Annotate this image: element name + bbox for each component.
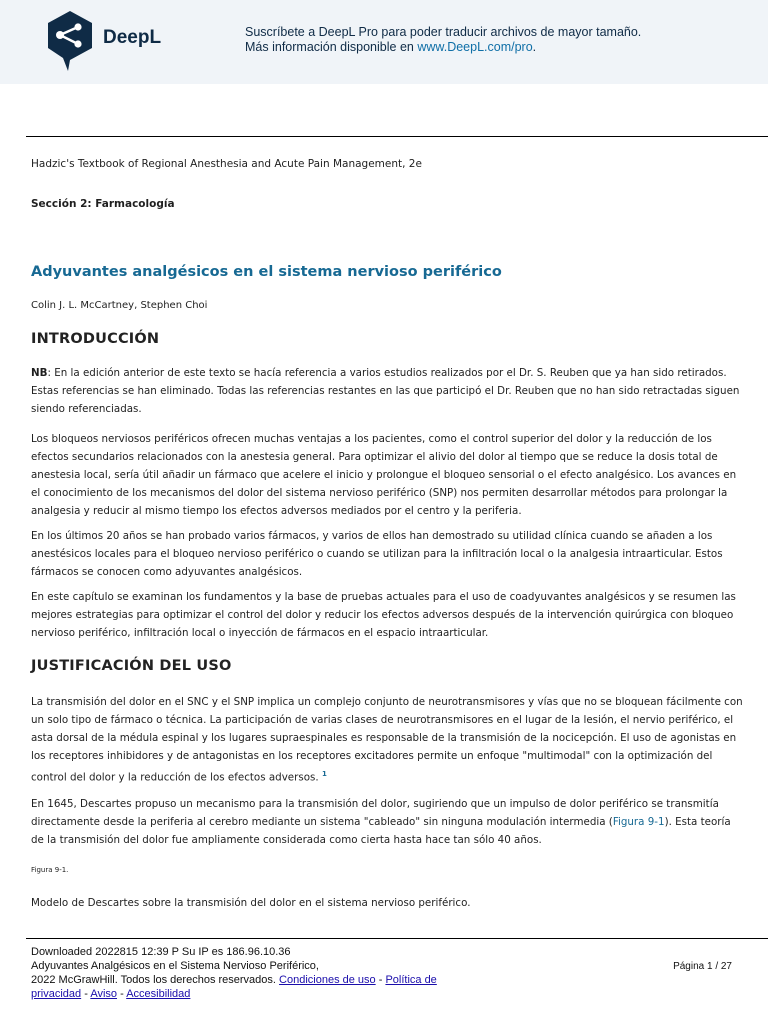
footer-links-line: [31, 987, 743, 1001]
section-label: Sección 2: Farmacología: [31, 198, 175, 210]
heading-justificacion: JUSTIFICACIÓN DEL USO: [31, 658, 232, 674]
footer-divider: [26, 938, 768, 939]
paragraph-2: En los últimos 20 años se han probado varios fármacos, y varios de ellos han demostrado su utilidad clínica cuando se añaden a los anestésicos locales para el bloqueo nervioso periférico o cuando se utilizan para la infiltración local o la analgesia intraarticular. Estos fármacos se conocen como adyuvantes analgésicos.: [31, 530, 723, 578]
chapter-title: Adyuvantes analgésicos en el sistema nervioso periférico: [31, 264, 502, 280]
deepl-logo-text: DeepL: [103, 27, 162, 48]
paragraph-5-text-b: ). Esta teoría de la transmisión del dolor fue ampliamente considerada como cierta hasta hace tan sólo 40 años.: [31, 816, 731, 846]
nb-label: NB: [31, 367, 48, 379]
figure-9-1-link[interactable]: Figura 9-1: [612, 816, 665, 828]
promo-link[interactable]: www.DeepL.com/pro: [417, 40, 533, 54]
paragraph-4-text: La transmisión del dolor en el SNC y el SNP implica un complejo conjunto de neurotransmisores y vías que no se bloquean fácilmente con un solo tipo de fármaco o técnica. La participación de varias clases de neurotransmisores en el lugar de la lesión, el nervio periférico, el asta dorsal de la médula espinal y los lugares supraespinales es responsable de la transmisión de la nocicepción. El uso de agonistas en los receptores inhibidores y de antagonistas en los receptores excitadores permite un enfoque "multimodal" con la optimización del control del dolor y la reducción de los efectos adversos.: [31, 696, 743, 784]
privacy-link-part1[interactable]: Política de: [385, 974, 437, 986]
authors: Colin J. L. McCartney, Stephen Choi: [31, 300, 208, 311]
accessibility-link[interactable]: Accesibilidad: [126, 988, 191, 1000]
heading-introduccion: INTRODUCCIÓN: [31, 331, 160, 347]
footer: [31, 945, 743, 1001]
footer-chapter-line: Adyuvantes Analgésicos en el Sistema Nervioso Periférico,: [31, 960, 319, 972]
page-number: Página 1 / 27: [673, 961, 732, 972]
paragraph-5: [31, 795, 743, 849]
promo-line-1: Suscríbete a DeepL Pro para poder traducir archivos de mayor tamaño.: [245, 25, 642, 39]
footer-sep: -: [375, 974, 386, 986]
promo-suffix: .: [532, 40, 537, 54]
footer-rights-text: 2022 McGrawHill. Todos los derechos reservados.: [31, 974, 280, 986]
paragraph-4: [31, 693, 743, 786]
header-divider: [26, 136, 768, 137]
deepl-banner: [0, 0, 768, 84]
paragraph-3: En este capítulo se examinan los fundamentos y la base de pruebas actuales para el uso de coadyuvantes analgésicos y se resumen las mejores estrategias para optimizar el control del dolor y reducir los efectos adversos después de la intervención quirúrgica con bloqueo nervioso periférico, infiltración local o inyección de fármacos en el espacio intraarticular.: [31, 591, 736, 639]
paragraph-1: Los bloqueos nerviosos periféricos ofrecen muchas ventajas a los pacientes, como el control superior del dolor y la reducción de los efectos secundarios relacionados con la anestesia general. Para optimizar el alivio del dolor al tiempo que se reduce la dosis total de anestesia local, sería útil añadir un fármaco que acelere el inicio y prolongue el bloqueo sensorial o el efecto analgésico. Los avances en el conocimiento de los mecanismos del dolor del sistema nervioso periférico (SNP) nos permiten desarrollar métodos para prolongar la analgesia y reducir al mismo tiempo los efectos adversos mediados por el centro y la periferia.: [31, 433, 737, 517]
figure-caption: Modelo de Descartes sobre la transmisión del dolor en el sistema nervioso periférico.: [31, 897, 471, 909]
promo-text: [245, 25, 641, 55]
footer-sep: -: [81, 988, 91, 1000]
notice-link[interactable]: Aviso: [90, 988, 118, 1000]
paragraph-5-text-a: En 1645, Descartes propuso un mecanismo para la transmisión del dolor, sugiriendo que un impulso de dolor periférico se transmitía directamente desde la periferia al cerebro mediante un sistema "cableado" sin ninguna modulación intermedia (: [31, 798, 719, 828]
reference-1-link[interactable]: 1: [321, 770, 327, 778]
promo-prefix: Más información disponible en: [245, 40, 418, 54]
nb-paragraph: [31, 364, 743, 418]
book-title: Hadzic's Textbook of Regional Anesthesia and Acute Pain Management, 2e: [31, 158, 422, 170]
nb-text: : En la edición anterior de este texto se hacía referencia a varios estudios realizados por el Dr. S. Reuben que ya han sido retirados. Estas referencias se han eliminado. Todas las referencias restantes en las que participó el Dr. Reuben que no han sido retractadas siguen siendo referenciadas.: [31, 367, 740, 415]
promo-line-2: [245, 40, 641, 55]
privacy-link-part2[interactable]: privacidad: [31, 988, 82, 1000]
footer-sep: -: [117, 988, 127, 1000]
footer-download-line: Downloaded 2022815 12:39 P Su IP es 186.96.10.36: [31, 946, 291, 958]
terms-link[interactable]: Condiciones de uso: [279, 974, 376, 986]
figure-label: Figura 9-1.: [31, 866, 69, 874]
deepl-logo-icon[interactable]: [46, 10, 94, 77]
footer-rights-line: [31, 973, 743, 987]
